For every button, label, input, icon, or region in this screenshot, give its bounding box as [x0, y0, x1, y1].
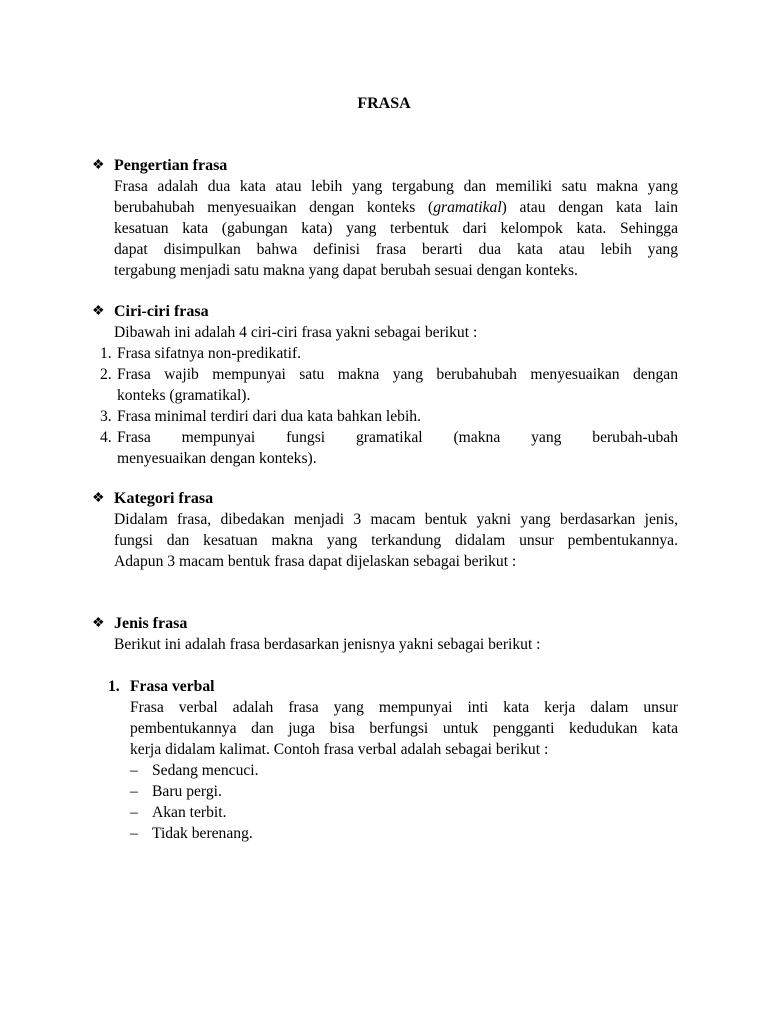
- section-body: [114, 509, 678, 572]
- section-body: [114, 634, 678, 655]
- diamond-bullet-icon: ❖: [92, 616, 105, 631]
- list-item-text: Frasa sifatnya non-predikatif.: [117, 345, 302, 362]
- paragraph-line: Frasa adalah dua kata atau lebih yang tergabung dan memiliki satu makna yang: [114, 178, 678, 195]
- section-jenis: [92, 613, 678, 655]
- list-item-text: menyesuaikan dengan konteks).: [117, 450, 317, 467]
- section-title: Ciri-ciri frasa: [114, 303, 209, 320]
- italic-term: gramatikal: [433, 199, 502, 216]
- numbered-list: [100, 343, 678, 469]
- subsection-heading: [108, 676, 678, 697]
- section-title: Pengertian frasa: [114, 157, 228, 174]
- subsection-body: [130, 697, 678, 844]
- diamond-bullet-icon: ❖: [92, 158, 105, 173]
- section-heading: [92, 613, 678, 634]
- dash-bullet: –: [130, 783, 138, 800]
- list-item: [130, 781, 678, 802]
- example-list: [130, 760, 678, 844]
- paragraph-line: Didalam frasa, dibedakan menjadi 3 macam bentuk yakni yang berdasarkan jenis,: [114, 511, 678, 528]
- paragraph-line: kerja didalam kalimat. Contoh frasa verbal adalah sebagai berikut :: [130, 741, 549, 758]
- paragraph-line: dapat disimpulkan bahwa definisi frasa berarti dua kata atau lebih yang: [114, 241, 678, 258]
- paragraph-line: fungsi dan kesatuan makna yang terkandung didalam unsur pembentukannya.: [114, 532, 678, 549]
- list-item-text: Frasa mempunyai fungsi gramatikal (makna yang berubah-ubah: [117, 429, 678, 446]
- paragraph-line: tergabung menjadi satu makna yang dapat berubah sesuai dengan konteks.: [114, 262, 578, 279]
- section-heading: [92, 155, 678, 176]
- section-heading: [92, 488, 678, 509]
- paragraph-line: Frasa verbal adalah frasa yang mempunyai inti kata kerja dalam unsur: [130, 699, 678, 716]
- list-number: 2.: [100, 366, 112, 383]
- paragraph-line: kesatuan kata (gabungan kata) yang terbentuk dari kelompok kata. Sehingga: [114, 220, 678, 237]
- list-item-text: Frasa wajib mempunyai satu makna yang berubahubah menyesuaikan dengan: [117, 366, 678, 383]
- list-item: [100, 364, 678, 406]
- section-intro: Dibawah ini adalah 4 ciri-ciri frasa yakni sebagai berikut :: [114, 324, 478, 341]
- section-heading: [92, 301, 678, 322]
- list-item: [100, 406, 678, 427]
- section-title: Kategori frasa: [114, 490, 214, 507]
- section-intro: Berikut ini adalah frasa berdasarkan jenisnya yakni sebagai berikut :: [114, 636, 541, 653]
- section-pengertian: [92, 155, 678, 281]
- example-text: Sedang mencuci.: [152, 762, 259, 779]
- list-item: [100, 427, 678, 469]
- subsection-title: Frasa verbal: [130, 678, 215, 695]
- list-number: 3.: [100, 408, 112, 425]
- list-item-text: konteks (gramatikal).: [117, 387, 251, 404]
- list-item: [130, 760, 678, 781]
- subsection-number: 1.: [108, 678, 120, 695]
- list-item: [130, 823, 678, 844]
- dash-bullet: –: [130, 804, 138, 821]
- dash-bullet: –: [130, 825, 138, 842]
- section-ciri: [92, 301, 678, 469]
- diamond-bullet-icon: ❖: [92, 304, 105, 319]
- section-body: [114, 176, 678, 281]
- list-number: 1.: [100, 345, 112, 362]
- document-title: FRASA: [357, 95, 411, 112]
- text-run: ) atau dengan kata lain: [501, 199, 678, 216]
- list-item: [100, 343, 678, 364]
- list-number: 4.: [100, 429, 112, 446]
- example-text: Tidak berenang.: [152, 825, 253, 842]
- list-item-text: Frasa minimal terdiri dari dua kata bahkan lebih.: [117, 408, 421, 425]
- section-title: Jenis frasa: [114, 615, 188, 632]
- dash-bullet: –: [130, 762, 138, 779]
- paragraph-line: pembentukannya dan juga bisa berfungsi untuk pengganti kedudukan kata: [130, 720, 678, 737]
- section-kategori: [92, 488, 678, 572]
- paragraph-line: [114, 197, 678, 218]
- text-run: berubahubah menyesuaikan dengan konteks (: [114, 199, 434, 216]
- list-item: [130, 802, 678, 823]
- example-text: Baru pergi.: [152, 783, 222, 800]
- paragraph-line: Adapun 3 macam bentuk frasa dapat dijelaskan sebagai berikut :: [114, 553, 517, 570]
- section-body: [100, 322, 678, 469]
- diamond-bullet-icon: ❖: [92, 491, 105, 506]
- example-text: Akan terbit.: [152, 804, 227, 821]
